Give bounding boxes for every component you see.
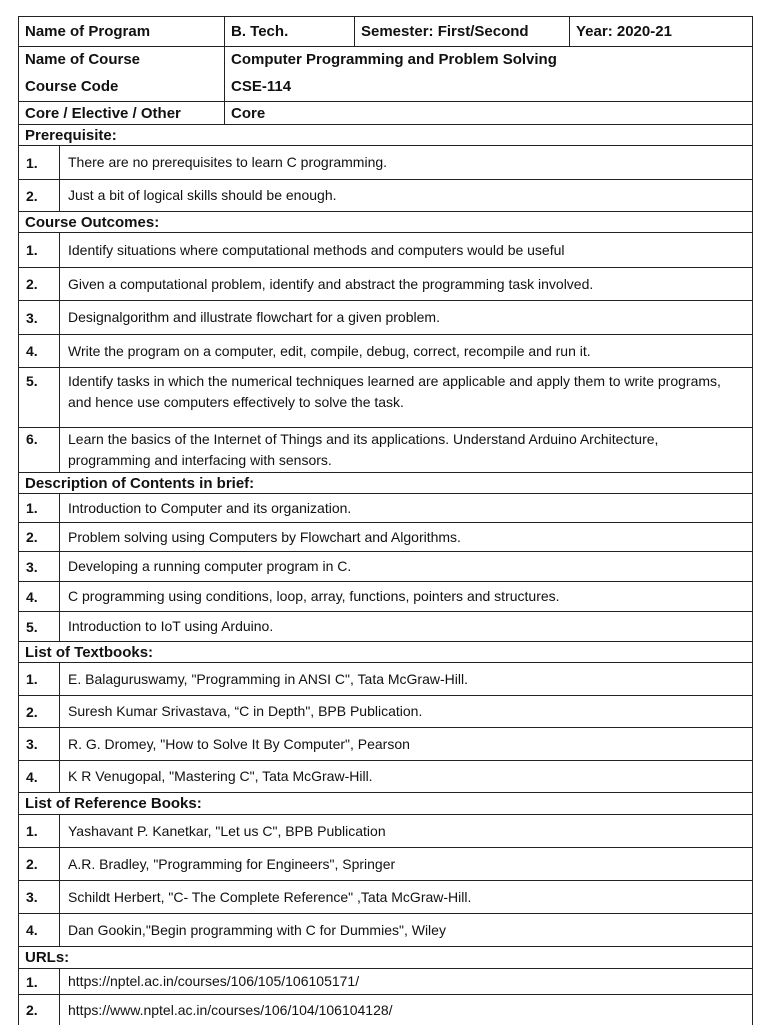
item-number: 3. <box>26 309 38 326</box>
code-value: CSE-114 <box>224 72 752 101</box>
list-item <box>19 582 752 612</box>
item-text: Identify tasks in which the numerical techniques learned are applicable and apply them to write programs, and hence use computers effectively to solve the task. <box>59 368 752 427</box>
item-text: Problem solving using Computers by Flowchart and Algorithms. <box>59 523 752 551</box>
item-number: 2. <box>26 187 38 204</box>
type-label: Core / Elective / Other <box>25 104 181 122</box>
contents-heading: Description of Contents in brief: <box>19 473 752 494</box>
item-number: 1. <box>26 823 38 839</box>
item-number: 1. <box>26 242 38 258</box>
list-item <box>19 552 752 582</box>
item-number: 5. <box>26 618 38 635</box>
item-text: Schildt Herbert, "C- The Complete Reference" ,Tata McGraw-Hill. <box>59 881 752 913</box>
item-number: 1. <box>26 973 38 990</box>
list-item <box>19 523 752 552</box>
item-text: K R Venugopal, "Mastering C", Tata McGraw-Hill. <box>59 761 752 792</box>
list-item <box>19 612 752 642</box>
item-number: 2. <box>26 703 38 720</box>
item-number: 1. <box>26 154 38 171</box>
item-text: Introduction to IoT using Arduino. <box>59 612 752 641</box>
item-text: Identify situations where computational methods and computers would be useful <box>59 233 752 267</box>
program-value: B. Tech. <box>224 17 354 46</box>
list-item <box>19 146 752 180</box>
item-number: 2. <box>26 1002 38 1018</box>
list-item <box>19 368 752 428</box>
item-number: 3. <box>26 558 38 575</box>
item-number: 2. <box>26 856 38 872</box>
item-number: 4. <box>26 343 38 359</box>
course-label: Name of Course <box>25 51 141 68</box>
list-item <box>19 969 752 995</box>
year-value: Year: 2020-21 <box>569 17 752 46</box>
list-item <box>19 233 752 268</box>
list-item <box>19 995 752 1025</box>
references-heading: List of Reference Books: <box>19 793 752 815</box>
item-number: 2. <box>26 529 38 545</box>
item-text: E. Balaguruswamy, "Programming in ANSI C", Tata McGraw-Hill. <box>59 663 752 695</box>
item-text: Given a computational problem, identify and abstract the programming task involved. <box>59 268 752 300</box>
item-text: Designalgorithm and illustrate flowchart for a given problem. <box>59 301 752 334</box>
type-row <box>19 101 752 125</box>
list-item <box>19 815 752 848</box>
urls-heading: URLs: <box>19 947 752 969</box>
prerequisite-heading: Prerequisite: <box>19 125 752 146</box>
code-label: Course Code <box>25 78 119 95</box>
list-item <box>19 914 752 947</box>
item-number: 2. <box>26 276 38 292</box>
list-item <box>19 180 752 212</box>
course-value: Computer Programming and Problem Solving <box>224 47 752 72</box>
item-text: Just a bit of logical skills should be enough. <box>59 180 752 211</box>
item-text: Dan Gookin,"Begin programming with C for Dummies", Wiley <box>59 914 752 946</box>
item-number: 3. <box>26 736 38 752</box>
item-text: R. G. Dromey, "How to Solve It By Computer", Pearson <box>59 728 752 760</box>
item-text: Developing a running computer program in C. <box>59 552 752 581</box>
item-text: Suresh Kumar Srivastava, “C in Depth", BPB Publication. <box>59 696 752 727</box>
item-number: 1. <box>26 671 38 687</box>
item-number: 4. <box>26 768 38 785</box>
list-item <box>19 881 752 914</box>
list-item <box>19 848 752 881</box>
list-item <box>19 761 752 793</box>
course-rows <box>19 47 752 101</box>
course-syllabus-table <box>18 16 753 1025</box>
item-text: There are no prerequisites to learn C programming. <box>59 146 752 179</box>
outcomes-heading: Course Outcomes: <box>19 212 752 233</box>
list-item <box>19 301 752 335</box>
list-item <box>19 696 752 728</box>
type-value: Core <box>224 102 752 124</box>
program-row <box>19 17 752 47</box>
item-text: Learn the basics of the Internet of Things and its applications. Understand Arduino Architecture, programming and interfacing with sensors. <box>59 428 752 472</box>
item-text: Write the program on a computer, edit, compile, debug, correct, recompile and run it. <box>59 335 752 367</box>
list-item <box>19 494 752 523</box>
item-number: 4. <box>26 922 38 938</box>
semester-value: Semester: First/Second <box>354 17 569 46</box>
item-text: A.R. Bradley, "Programming for Engineers", Springer <box>59 848 752 880</box>
item-number: 1. <box>26 500 38 516</box>
textbooks-heading: List of Textbooks: <box>19 642 752 663</box>
item-number: 3. <box>26 889 38 905</box>
list-item <box>19 268 752 301</box>
list-item <box>19 728 752 761</box>
item-number: 6. <box>26 431 38 447</box>
item-number: 5. <box>26 373 38 389</box>
list-item <box>19 663 752 696</box>
item-text: Yashavant P. Kanetkar, "Let us C", BPB Publication <box>59 815 752 847</box>
list-item <box>19 428 752 473</box>
item-text: Introduction to Computer and its organization. <box>59 494 752 522</box>
url-link[interactable]: https://nptel.ac.in/courses/106/105/106105171/ <box>59 969 752 994</box>
list-item <box>19 335 752 368</box>
url-link[interactable]: https://www.nptel.ac.in/courses/106/104/106104128/ <box>59 995 752 1025</box>
item-number: 4. <box>26 588 38 605</box>
item-text: C programming using conditions, loop, array, functions, pointers and structures. <box>59 582 752 611</box>
program-label: Name of Program <box>25 23 151 40</box>
